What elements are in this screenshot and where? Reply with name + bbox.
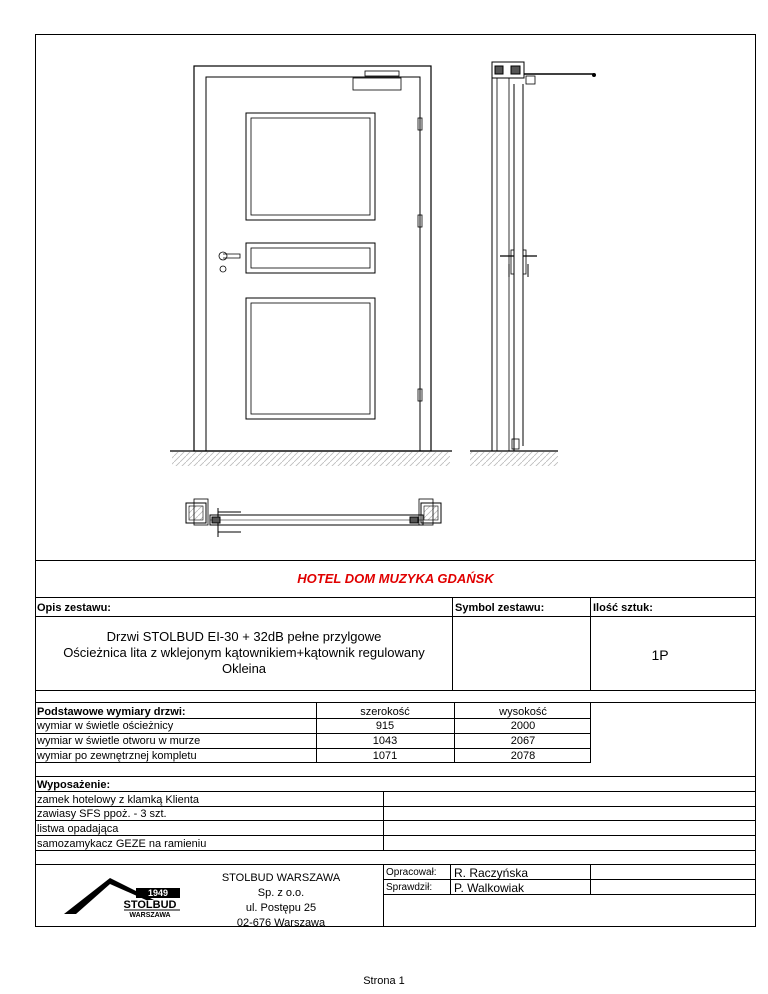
rule [35,850,756,851]
door-front-elevation [194,66,431,451]
door-side-section [492,62,596,451]
rule [383,864,384,927]
project-title: HOTEL DOM MUZYKA GDAŃSK [297,571,494,586]
rule [450,864,451,894]
dimension-height: 2000 [510,720,536,732]
dimension-width: 1043 [372,735,398,747]
checked-by: P. Walkowiak [454,881,525,895]
rule [35,776,756,777]
equipment-item: zamek hotelowy z klamką Klienta [37,794,200,806]
company-form: Sp. z o.o. [257,887,305,899]
dimension-name: wymiar po zewnętrznej kompletu [37,750,197,762]
rule [35,718,591,719]
equipment-label: Wyposażenie: [37,779,111,791]
company-address [196,871,366,931]
floor-line [170,451,558,466]
rule [35,702,756,703]
logo-year: 1949 [147,888,169,898]
rule [590,597,591,690]
logo-city: WARSZAWA [129,912,171,918]
set-description-label: Opis zestawu: [37,602,111,614]
prepared-label: Opracował: [386,867,437,878]
rule [35,791,756,792]
rule [35,748,591,749]
rule [383,791,384,850]
set-quantity-label: Ilość sztuk: [593,602,653,614]
logo-name: STOLBUD [123,899,177,911]
rule [35,820,756,821]
set-description [36,629,452,677]
checked-label: Sprawdził: [386,882,433,893]
prepared-by: R. Raczyńska [454,866,529,880]
equipment-item: listwa opadająca [37,823,119,835]
dimension-height: 2067 [510,735,536,747]
rule [35,733,591,734]
rule [590,864,591,894]
rule [35,864,756,865]
dimension-height: 2078 [510,750,536,762]
rule [35,560,756,561]
height-header: wysokość [499,706,547,718]
company-name: STOLBUD WARSZAWA [221,872,341,884]
page-number: Strona 1 [363,975,405,987]
set-description-line: Drzwi STOLBUD EI-30 + 32dB pełne przylgowe [106,629,382,644]
dimension-width: 1071 [372,750,398,762]
set-description-line: Okleina [221,661,267,676]
equipment-item: zawiasy SFS ppoż. - 3 szt. [37,808,167,820]
rule [383,879,756,880]
rule [452,597,453,690]
set-description-line: Ościeżnica lita z wklejonym kątownikiem+kątownik regulowany [63,645,425,660]
rule [35,690,756,691]
set-quantity-value: 1P [651,647,669,663]
equipment-item: samozamykacz GEZE na ramieniu [37,838,207,850]
rule [35,762,591,763]
dimension-name: wymiar w świetle otworu w murze [37,735,201,747]
rule [35,597,756,598]
dimension-width: 915 [375,720,395,732]
set-symbol-label: Symbol zestawu: [455,602,545,614]
stolbud-logo [62,874,192,918]
rule [383,894,756,895]
company-city: 02-676 Warszawa [236,917,326,929]
rule [35,616,756,617]
door-plan-section [186,499,441,537]
company-street: ul. Postępu 25 [245,902,317,914]
dimension-name: wymiar w świetle ościeżnicy [37,720,174,732]
dimensions-label: Podstawowe wymiary drzwi: [37,706,186,718]
rule [35,835,756,836]
rule [35,806,756,807]
width-header: szerokość [360,706,410,718]
